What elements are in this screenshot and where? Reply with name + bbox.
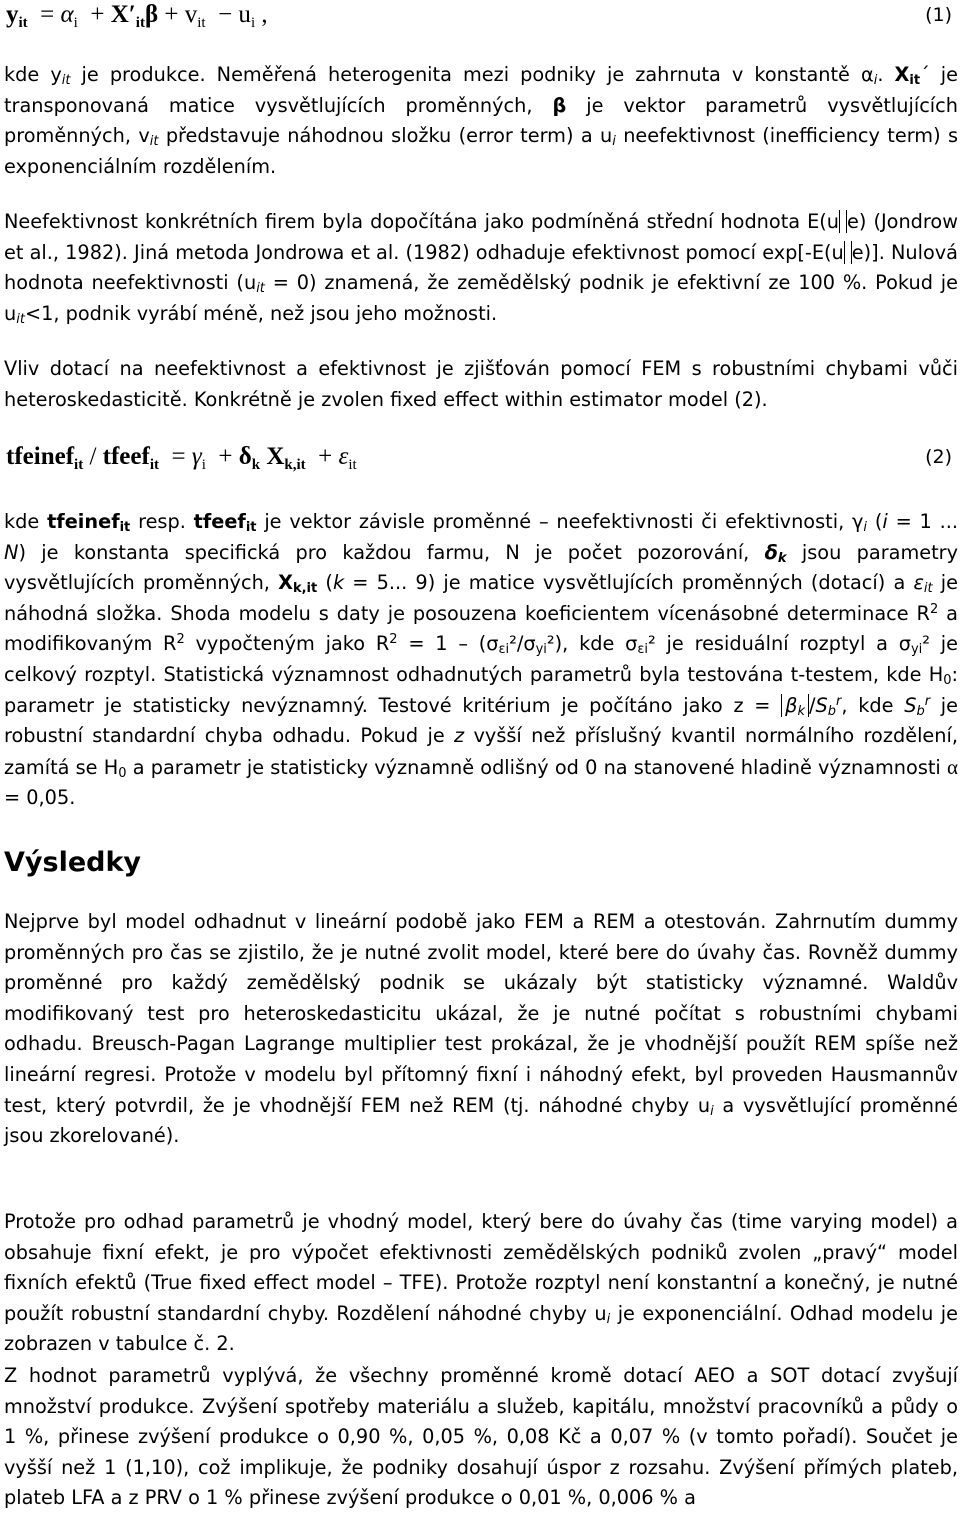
section-heading-results: Výsledky: [4, 847, 142, 878]
paragraph-model-description: kde $y_{it}$ je produkce. Neměřená heterogenita mezi podniky je zahrnuta v konstantě $\alpha_i$. $X_{it}´$ je transponovaná matice vysvětlujících proměnných, β je vektor parametrů vysvětlujících proměnných, $v_{it}$ představuje náhodnou složku (error term) a $u_i$ neefektivnost (inefficiency term) s exponenciálním rozdělením.: [4, 63, 958, 178]
equation-1: [6, 0, 952, 38]
equation-1-formula: $y_{it} = \alpha_i + X'_{it}\beta + v_{it} - u_i$ ,: [6, 1, 268, 31]
equation-2: [6, 442, 952, 480]
paragraph-inefficiency: Neefektivnost konkrétních firem byla dopočítána jako podmíněná střední hodnota E(u e) (Jondrow et al., 1982). Jiná metoda Jondrowa et al. (1982) odhaduje efektivnost pomocí exp[-E(u e)]. Nulová hodnota neefektivnosti $(u_{it} = 0)$ znamená, že zemědělský podnik je efektivní ze 100 %. Pokud je $u_{it}<1$, podnik vyrábí méně, než jsou jeho možnosti.: [4, 210, 959, 327]
paragraph-variables: kde tfeinef$_{it}$ resp. tfeef$_{it}$ je vektor závisle proměnné – neefektivnosti či efektivnosti, $\gamma_i$ (i = 1 ... N) je konstanta specifická pro každou farmu, N je počet pozorování, $\delta_k$ jsou parametry vysvětlujících proměnných, $X_{k,it}$ (k = 5... 9) je matice vysvětlujících proměnných (dotací) a $\varepsilon_{it}$ je náhodná složka. Shoda modelu s daty je posouzena koeficientem vícenásobné determinace $R^2$ a modifikovaným $R^2$ vypočteným jako $R^2 = 1 - (\sigma_{\varepsilon i}^2/\sigma_{yi}^2)$, kde $\sigma_{\varepsilon i}^2$ je residuální rozptyl a $\sigma_{yi}^2$ je celkový rozptyl. Statistická významnost odhadnutých parametrů byla testována t-testem, kde $H_0$: parametr je statisticky nevýznamný. Testové kritérium je počítáno jako $z = \beta_k$ $/S_b^r$, kde $S_b^r$ je robustní standardní chyba odhadu. Pokud je z vyšší než příslušný kvantil normálního rozdělení, zamítá se $H_0$ a parametr je statisticky významně odlišný od 0 na stanovené hladině významnosti α = 0,05.: [4, 510, 959, 810]
equation-number: (1): [925, 4, 952, 26]
equation-2-formula: tfeinef$_{it}$ / tfeef$_{it}$ = $\gamma_i + \delta_k$ $X_{k,it} + \varepsilon_{it}$: [6, 443, 357, 473]
paragraph-results-model: Nejprve byl model odhadnut v lineární podobě jako FEM a REM a otestován. Zahrnutím dummy proměnných pro čas se zjistilo, že je nutné zvolit model, které bere do úvahy čas. Rovněž dummy proměnné pro každý zemědělský podnik se ukázaly být statisticky významné. Waldův modifikovaný test pro heteroskedasticitu ukázal, že je nutné počítat s robustními chybami odhadu. Breusch-Pagan Lagrange multiplier test prokázal, že je vhodnější použít REM spíše než lineární regresi. Protože v modelu byl přítomný fixní i náhodný efekt, byl proveden Hausmannův test, který potvrdil, že je vhodnější FEM než REM (tj. náhodné chyby $u_i$ a vysvětlující proměnné jsou zkorelované).: [4, 910, 959, 1148]
paragraph-tfe-model: Protože pro odhad parametrů je vhodný model, který bere do úvahy čas (time varying model) a obsahuje fixní efekt, je pro výpočet efektivnosti zemědělských podniků zvolen „pravý“ model fixních efektů (True fixed effect model – TFE). Protože rozptyl není konstantní a konečný, je nutné použít robustní standardní chyby. Rozdělení náhodné chyby $u_i$ je exponenciální. Odhad modelu je zobrazen v tabulce č. 2.: [4, 1210, 959, 1356]
paragraph-fem: Vliv dotací na neefektivnost a efektivnost je zjišťován pomocí FEM s robustními chybami vůči heteroskedasticitě. Konkrétně je zvolen fixed effect within estimator model (2).: [4, 357, 958, 411]
equation-number: (2): [925, 446, 952, 468]
paragraph-parameters: Z hodnot parametrů vyplývá, že všechny proměnné kromě dotací AEO a SOT dotací zvyšují množství produkce. Zvýšení spotřeby materiálu a služeb, kapitálu, množství pracovníků a půdy o 1 %, přinese zvýšení produkce o 0,90 %, 0,05 %, 0,08 Kč a 0,07 % (v tomto pořadí). Součet je vyšší než 1 (1,10), což implikuje, že podniky dosahují úspor z rozsahu. Zvýšení přímých plateb, plateb LFA a z PRV o 1 % přinese zvýšení produkce o 0,01 %, 0,006 % a: [4, 1364, 958, 1510]
